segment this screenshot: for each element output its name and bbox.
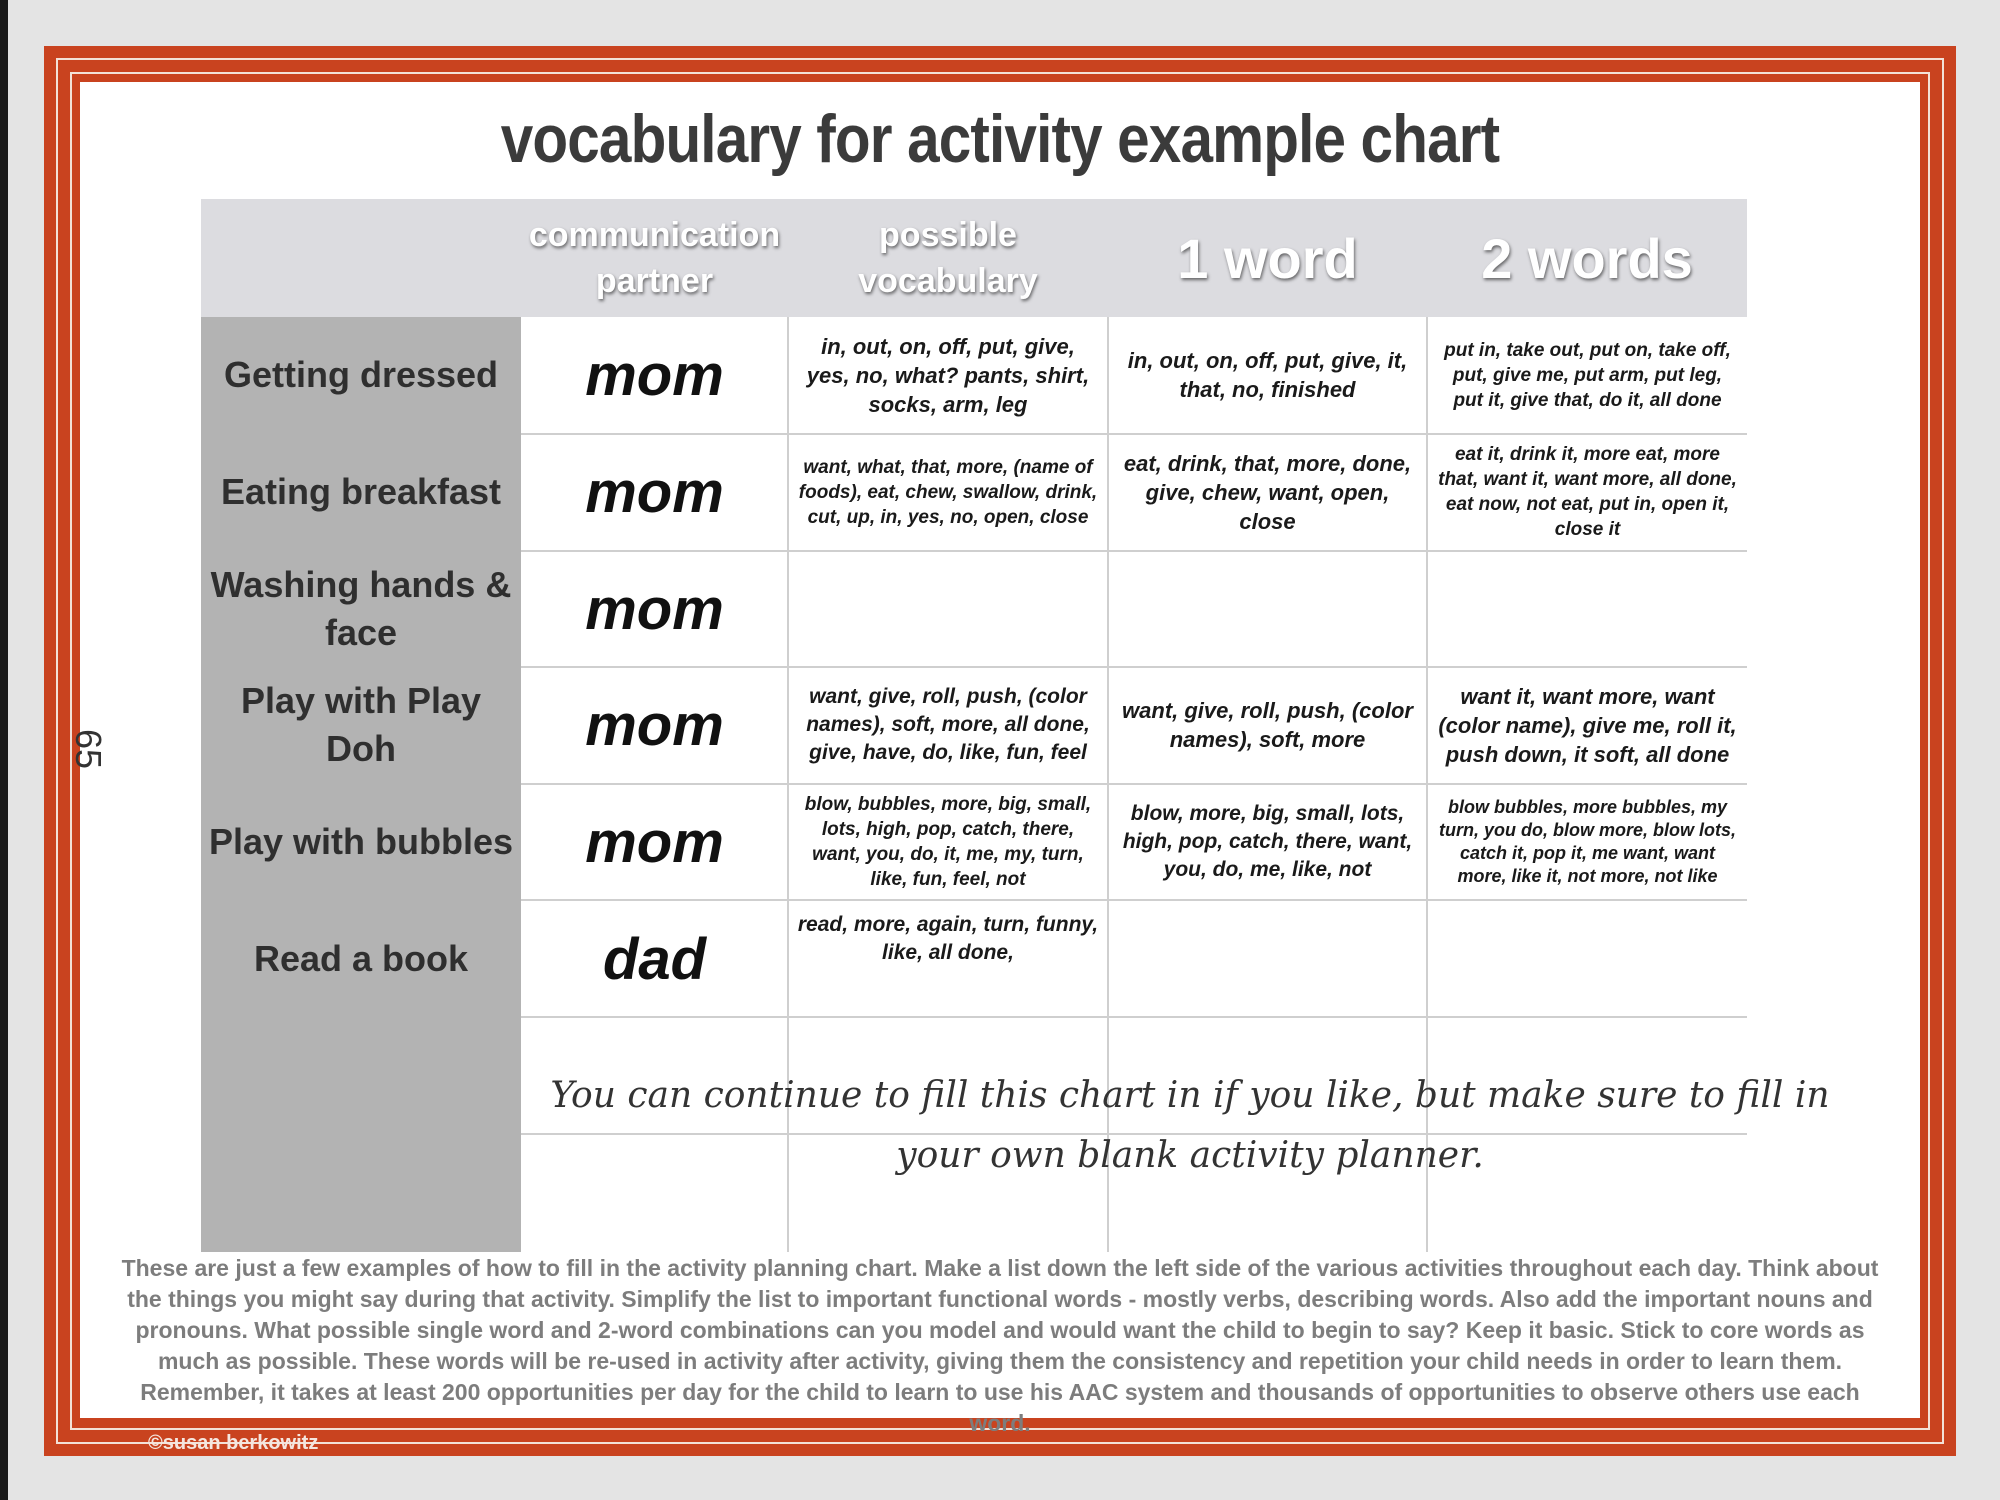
- activity-label: Eating breakfast: [220, 471, 502, 512]
- activity-label: Washing hands & face: [210, 564, 512, 653]
- vocab-cell: read, more, again, turn, funny, like, all done,: [797, 913, 1099, 964]
- activity-label: Read a book: [253, 938, 469, 979]
- two-words-cell: put in, take out, put on, take off, put, give me, put arm, put leg, put it, give that, do it, all done: [1444, 339, 1731, 411]
- one-word-cell: in, out, on, off, put, give, it, that, no, finished: [1127, 348, 1408, 402]
- two-words-cell: want it, want more, want (color name), give me, roll it, push down, it soft, all done: [1438, 683, 1737, 767]
- one-word-cell: [1109, 901, 1426, 1017]
- partner-cell: mom: [585, 459, 724, 525]
- activity-label: Play with Play Doh: [240, 680, 482, 769]
- page-title: vocabulary for activity example chart: [500, 101, 1500, 177]
- chart-note: You can continue to fill this chart in if you like, but make sure to fill in your own blank activity planner.: [550, 1075, 1830, 1176]
- one-word-cell: eat, drink, that, more, done, give, chew, want, open, close: [1123, 450, 1412, 534]
- vocab-cell: want, what, that, more, (name of foods), eat, chew, swallow, drink, cut, up, in, yes, no, open, close: [798, 456, 1098, 528]
- vocab-cell: in, out, on, off, put, give, yes, no, what? pants, shirt, socks, arm, leg: [806, 333, 1090, 417]
- header-partner: communication partner: [528, 216, 781, 300]
- two-words-cell: blow bubbles, more bubbles, my turn, you do, blow more, blow lots, catch it, pop it, me want, want more, like it, not more, not like: [1439, 797, 1736, 886]
- two-words-cell: [1428, 901, 1747, 1017]
- vocab-cell: want, give, roll, push, (color names), soft, more, all done, give, have, do, like, fun, feel: [806, 685, 1090, 764]
- one-word-cell: blow, more, big, small, lots, high, pop, catch, there, want, you, do, me, like, not: [1122, 802, 1413, 881]
- partner-cell: mom: [585, 809, 724, 875]
- vocab-cell: blow, bubbles, more, big, small, lots, high, pop, catch, there, want, you, do, it, me, my, turn, like, fun, feel, not: [804, 794, 1092, 890]
- activity-label: Getting dressed: [223, 354, 499, 395]
- partner-cell: mom: [585, 576, 724, 642]
- two-words-cell: eat it, drink it, more eat, more that, want it, want more, all done, eat now, not eat, put in, open it, close it: [1438, 444, 1737, 540]
- two-words-cell: [1428, 551, 1747, 667]
- vocab-cell: [789, 551, 1107, 667]
- left-edge-bar: [0, 0, 8, 1500]
- copyright: ©susan berkowitz: [148, 1432, 319, 1454]
- activity-label: Play with bubbles: [208, 821, 514, 862]
- instructions-text: These are just a few examples of how to fill in the activity planning chart. Make a list down the left side of the various activities throughout each day. Think about the things you might say during that activity. Simplify the list to important functional words - mostly verbs, describing words. Also add the important nouns and pronouns. What possible single word and 2-word combinations can you model and would want the child to begin to say? Keep it basic. Stick to core words as much as possible. These words will be re-used in activity after activity, giving them the consistency and repetition your child needs in order to learn them. Remember, it takes at least 200 opportunities per day for the child to learn to use his AAC system and thousands of opportunities to observe others use each word.: [121, 1255, 1879, 1436]
- header-one-word: 1 word: [1177, 226, 1358, 290]
- page-number: 65: [68, 729, 109, 770]
- header-two-words: 2 words: [1481, 226, 1693, 290]
- one-word-cell: want, give, roll, push, (color names), soft, more: [1122, 698, 1413, 752]
- partner-cell: dad: [602, 926, 707, 992]
- one-word-cell: [1109, 551, 1426, 667]
- partner-cell: mom: [585, 342, 724, 408]
- partner-cell: mom: [585, 692, 724, 758]
- header-vocab: possible vocabulary: [858, 216, 1038, 300]
